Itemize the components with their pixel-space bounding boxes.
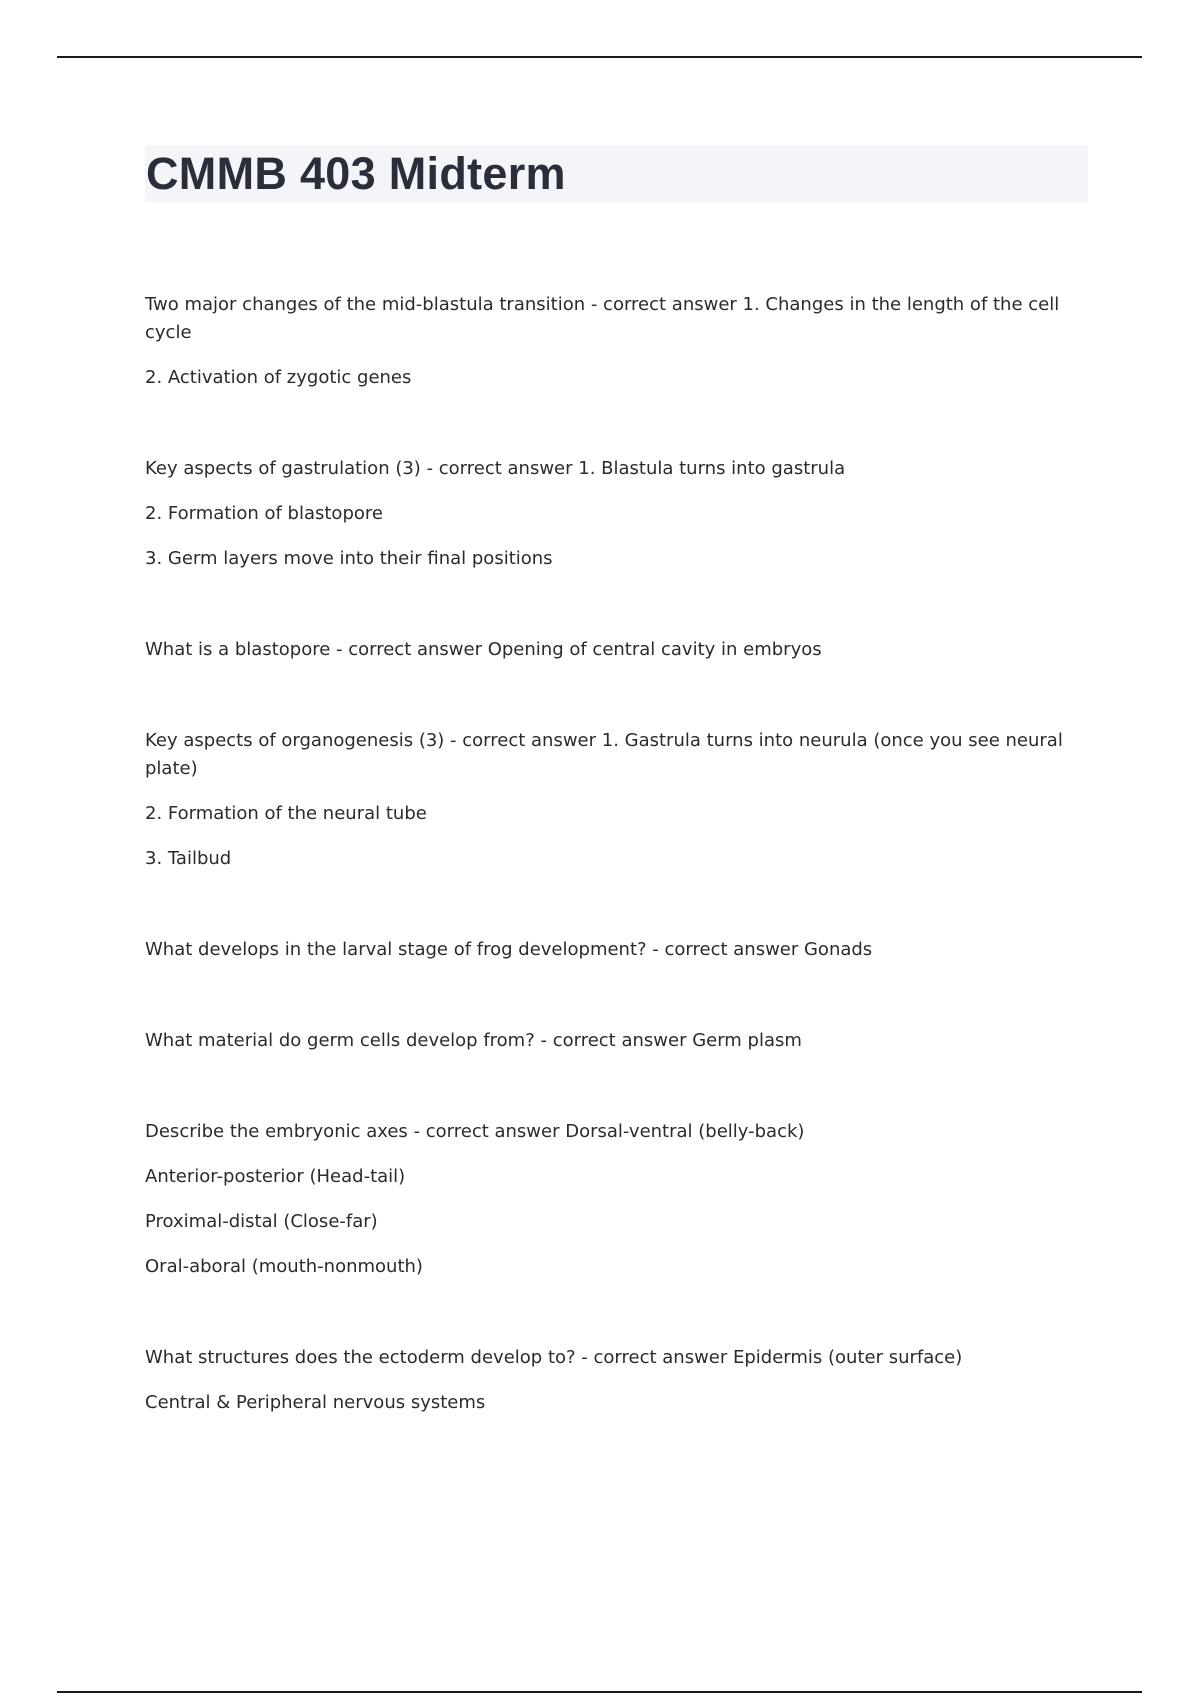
flashcard-list [145, 291, 1070, 1480]
question-line: What develops in the larval stage of frog development? - correct answer Gonads [145, 939, 873, 960]
question-line: Key aspects of gastrulation (3) - correct answer 1. Blastula turns into gastrula [145, 458, 846, 479]
footer-rule [57, 1691, 1142, 1693]
qa-block [145, 936, 1070, 964]
qa-block [145, 1344, 1070, 1417]
qa-block [145, 727, 1070, 873]
answer-line: 3. Tailbud [145, 848, 232, 869]
answer-line: 2. Formation of the neural tube [145, 803, 427, 824]
answer-line: 2. Activation of zygotic genes [145, 367, 412, 388]
answer-line: 3. Germ layers move into their final positions [145, 548, 553, 569]
question-line: Two major changes of the mid-blastula transition - correct answer 1. Changes in the length of the cell cycle [145, 294, 1060, 343]
answer-line: Proximal-distal (Close-far) [145, 1211, 378, 1232]
answer-line: 2. Formation of blastopore [145, 503, 383, 524]
question-line: What material do germ cells develop from? - correct answer Germ plasm [145, 1030, 802, 1051]
qa-block [145, 291, 1070, 392]
question-line: Describe the embryonic axes - correct answer Dorsal-ventral (belly-back) [145, 1121, 805, 1142]
answer-line: Central & Peripheral nervous systems [145, 1392, 486, 1413]
question-line: What is a blastopore - correct answer Opening of central cavity in embryos [145, 639, 822, 660]
page-title: CMMB 403 Midterm [146, 148, 566, 199]
question-line: Key aspects of organogenesis (3) - correct answer 1. Gastrula turns into neurula (once you see neural plate) [145, 730, 1063, 779]
answer-line: Oral-aboral (mouth-nonmouth) [145, 1256, 423, 1277]
qa-block [145, 636, 1070, 664]
header-rule [57, 56, 1142, 58]
qa-block [145, 455, 1070, 573]
qa-block [145, 1027, 1070, 1055]
question-line: What structures does the ectoderm develop to? - correct answer Epidermis (outer surface) [145, 1347, 963, 1368]
answer-line: Anterior-posterior (Head-tail) [145, 1166, 406, 1187]
qa-block [145, 1118, 1070, 1281]
